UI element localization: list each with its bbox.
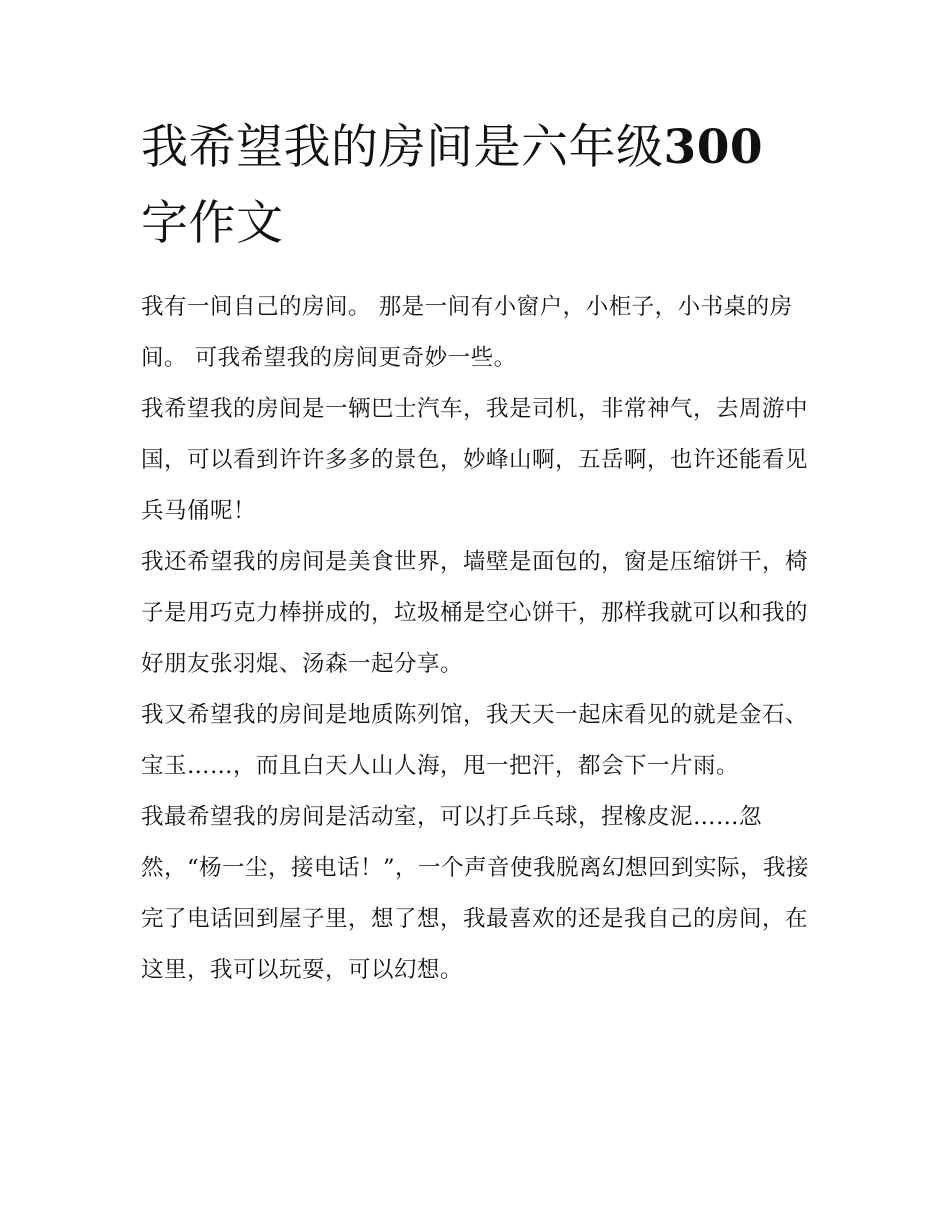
- document-page: [141, 110, 821, 996]
- essay-body: [141, 282, 821, 996]
- title-number: 300: [663, 120, 764, 175]
- paragraph-1: 我有一间自己的房间。 那是一间有小窗户，小柜子，小书桌的房间。 可我希望我的房间更奇妙一些。: [141, 294, 793, 371]
- paragraph-4: 我又希望我的房间是地质陈列馆，我天天一起床看见的就是金石、宝玉……，而且白天人山人海，甩一把汗，都会下一片雨。: [141, 702, 809, 779]
- paragraph-5: 我最希望我的房间是活动室，可以打乒乓球，捏橡皮泥……忽然，“杨一尘，接电话！”，一个声音使我脱离幻想回到实际，我接完了电话回到屋子里，想了想，我最喜欢的还是我自己的房间，在这里，我可以玩耍，可以幻想。: [141, 804, 810, 983]
- title-text-part2: 字作文: [141, 196, 284, 251]
- title-text-part1: 我希望我的房间是六年级: [141, 120, 664, 175]
- paragraph-2: 我希望我的房间是一辆巴士汽车，我是司机，非常神气，去周游中国，可以看到许许多多的景色，妙峰山啊，五岳啊，也许还能看见兵马俑呢！: [141, 396, 809, 524]
- document-title: [141, 110, 821, 262]
- paragraph-3: 我还希望我的房间是美食世界，墙壁是面包的，窗是压缩饼干，椅子是用巧克力棒拼成的，垃圾桶是空心饼干，那样我就可以和我的好朋友张羽焜、汤森一起分享。: [141, 549, 809, 677]
